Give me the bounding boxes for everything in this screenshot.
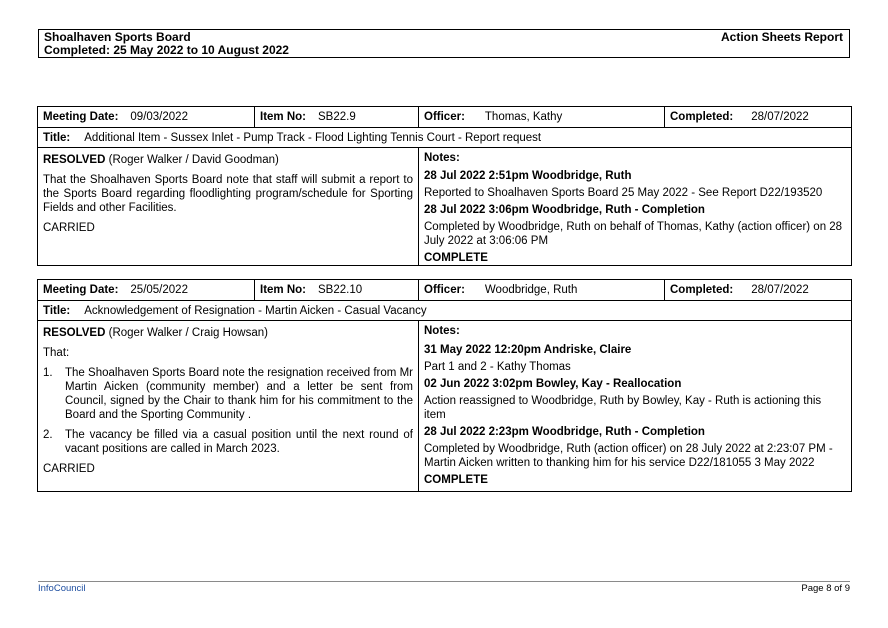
report-header <box>38 29 850 58</box>
resolution-status: CARRIED <box>43 222 95 234</box>
completion-status: COMPLETE <box>424 474 488 486</box>
note-text: Part 1 and 2 - Kathy Thomas <box>424 361 571 373</box>
resolution-point <box>43 428 413 456</box>
resolution-point <box>43 366 413 422</box>
resolution-text: That the Shoalhaven Sports Board note that staff will submit a report to the Sports Board regarding floodlighting program/schedule for Sporting Fields and other Facilities. <box>43 174 413 214</box>
meeting-date-label: Meeting Date: <box>43 111 119 123</box>
item-no-cell <box>254 107 418 127</box>
sheet-body <box>38 321 851 492</box>
note-heading: 02 Jun 2022 3:02pm Bowley, Kay - Reallocation <box>424 378 682 390</box>
completed-cell <box>664 280 851 300</box>
footer-brand: InfoCouncil <box>38 583 86 594</box>
notes-panel <box>418 148 851 266</box>
resolved-label: RESOLVED <box>43 327 106 339</box>
item-no-value: SB22.9 <box>318 111 356 123</box>
officer-cell <box>418 107 664 127</box>
sheet-meta-row <box>38 107 851 128</box>
point-number: 2. <box>43 429 53 441</box>
title-value: Additional Item - Sussex Inlet - Pump Track - Flood Lighting Tennis Court - Report request <box>84 132 542 144</box>
officer-value: Thomas, Kathy <box>484 111 563 123</box>
note-heading: 28 Jul 2022 2:51pm Woodbridge, Ruth <box>424 170 632 182</box>
title-label: Title: <box>43 305 71 317</box>
note-heading: 31 May 2022 12:20pm Andriske, Claire <box>424 344 632 356</box>
item-no-cell <box>254 280 418 300</box>
resolution-points <box>43 366 413 456</box>
point-number: 1. <box>43 367 53 379</box>
meeting-date-cell <box>38 107 254 127</box>
sheet-body <box>38 148 851 266</box>
item-no-value: SB22.10 <box>318 284 363 296</box>
report-title: Action Sheets Report <box>720 30 843 44</box>
title-value: Acknowledgement of Resignation - Martin Aicken - Casual Vacancy <box>84 305 427 317</box>
note-heading: 28 Jul 2022 3:06pm Woodbridge, Ruth - Completion <box>424 204 705 216</box>
point-text: The vacancy be filled via a casual position until the next round of vacant positions are called in March 2023. <box>65 429 413 455</box>
title-row <box>38 128 851 148</box>
notes-label: Notes: <box>424 152 460 164</box>
meeting-date-value: 09/03/2022 <box>130 111 188 123</box>
meeting-date-cell <box>38 280 254 300</box>
completed-label: Completed: <box>670 111 734 123</box>
title-label: Title: <box>43 132 71 144</box>
title-row <box>38 301 851 321</box>
note-text: Completed by Woodbridge, Ruth (action officer) on 28 July 2022 at 2:23:07 PM - Martin Aicken written to thanking him for his service D22/181055 3 May 2022 <box>424 443 833 469</box>
officer-label: Officer: <box>424 111 465 123</box>
page-number: Page 8 of 9 <box>801 583 850 594</box>
officer-label: Officer: <box>424 284 465 296</box>
note-text: Action reassigned to Woodbridge, Ruth by Bowley, Kay - Ruth is actioning this item <box>424 395 822 421</box>
footer-divider <box>38 581 850 582</box>
note-text: Completed by Woodbridge, Ruth on behalf of Thomas, Kathy (action officer) on 28 July 2022 at 3:06:06 PM <box>424 221 843 247</box>
resolution-intro: That: <box>43 347 70 359</box>
note-heading: 28 Jul 2022 2:23pm Woodbridge, Ruth - Completion <box>424 426 705 438</box>
completed-value: 28/07/2022 <box>751 111 809 123</box>
notes-panel <box>418 321 851 492</box>
resolved-by: (Roger Walker / David Goodman) <box>108 154 279 166</box>
report-period: Completed: 25 May 2022 to 10 August 2022 <box>44 43 289 57</box>
notes-label: Notes: <box>424 325 460 337</box>
meeting-date-label: Meeting Date: <box>43 284 119 296</box>
resolution-panel <box>38 321 418 492</box>
completed-label: Completed: <box>670 284 734 296</box>
action-sheet <box>37 279 852 492</box>
meeting-date-value: 25/05/2022 <box>130 284 188 296</box>
completed-value: 28/07/2022 <box>751 284 809 296</box>
resolved-label: RESOLVED <box>43 154 106 166</box>
completion-status: COMPLETE <box>424 252 488 264</box>
officer-cell <box>418 280 664 300</box>
point-text: The Shoalhaven Sports Board note the resignation received from Mr Martin Aicken (community member) and a letter be sent from Council, signed by the Chair to thank him for his commitment to the Board and the Sporting Community . <box>65 367 413 421</box>
officer-value: Woodbridge, Ruth <box>484 284 578 296</box>
item-no-label: Item No: <box>260 111 306 123</box>
resolution-status: CARRIED <box>43 463 95 475</box>
organisation-name: Shoalhaven Sports Board <box>44 30 191 44</box>
item-no-label: Item No: <box>260 284 306 296</box>
note-text: Reported to Shoalhaven Sports Board 25 May 2022 - See Report D22/193520 <box>424 187 823 199</box>
resolved-by: (Roger Walker / Craig Howsan) <box>108 327 268 339</box>
action-sheet <box>37 106 852 266</box>
resolution-panel <box>38 148 418 266</box>
completed-cell <box>664 107 851 127</box>
sheet-meta-row <box>38 280 851 301</box>
